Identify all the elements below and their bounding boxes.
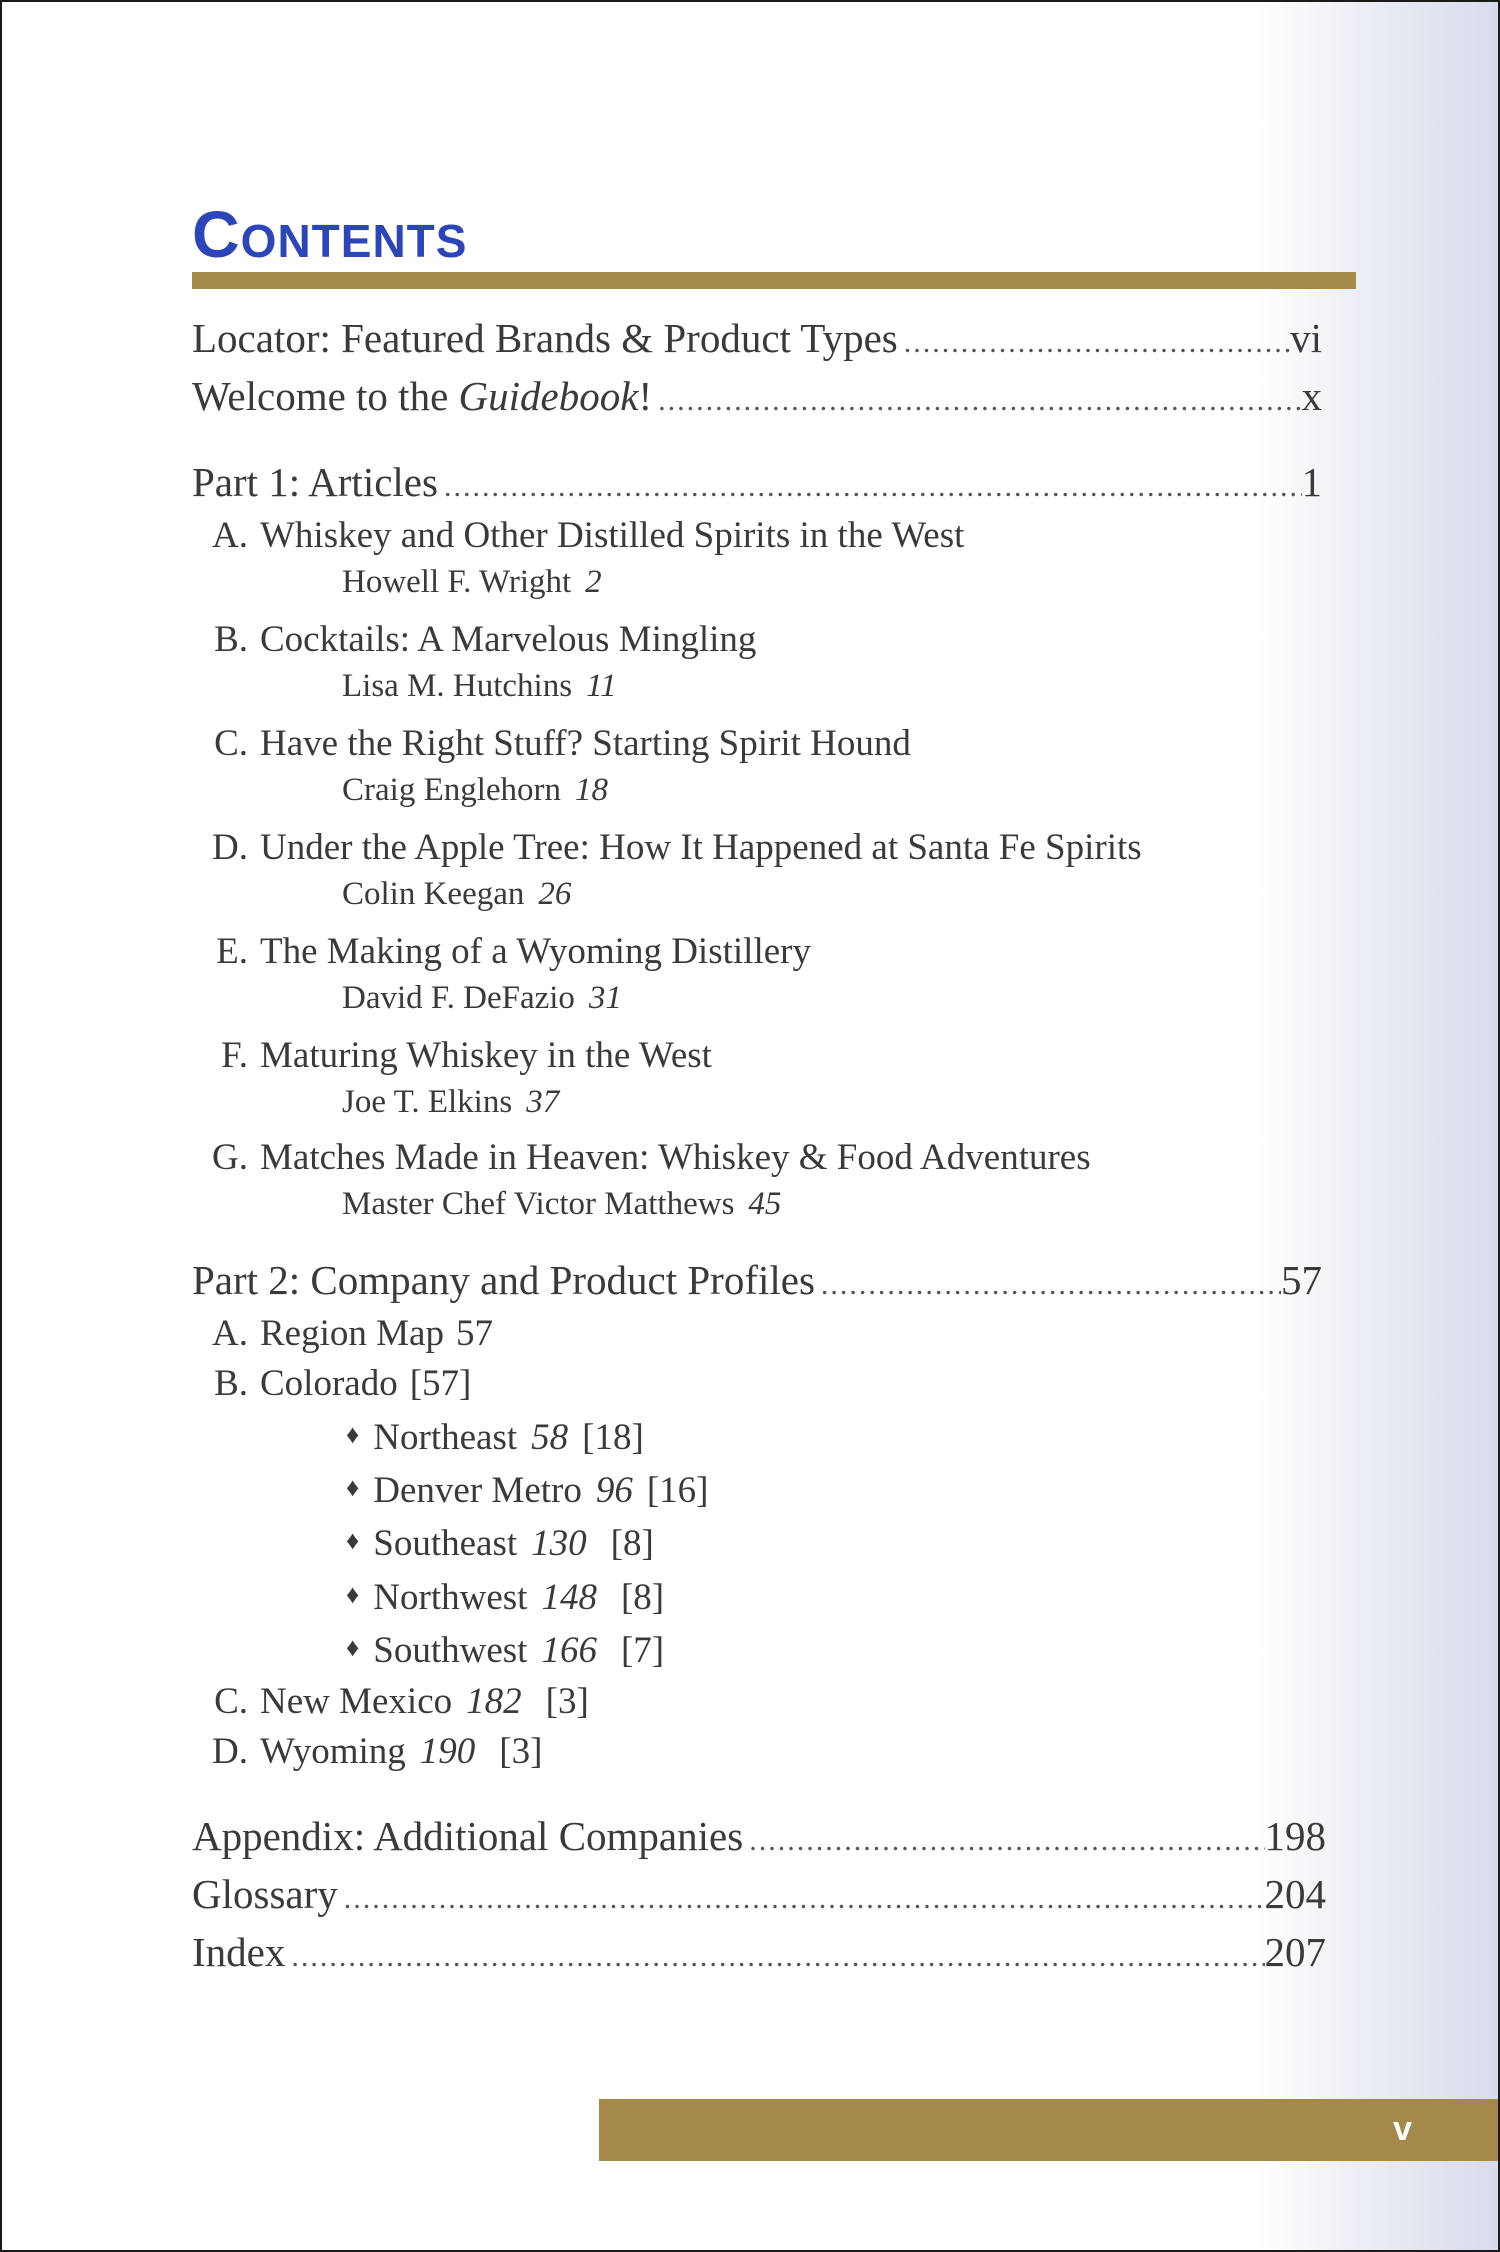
region-entry[interactable] <box>192 1414 1322 1466</box>
article-author: Master Chef Victor Matthews <box>342 1186 735 1222</box>
region-count: [18] <box>582 1417 644 1458</box>
region-page: 96 <box>595 1470 633 1511</box>
article-author: Lisa M. Hutchins <box>342 668 573 704</box>
article-title: Under the Apple Tree: How It Happened at Santa Fe Spirits <box>260 827 1142 868</box>
dot-leader <box>338 1873 1265 1925</box>
section-count: [57] <box>409 1363 472 1404</box>
section-title: Wyoming <box>260 1731 406 1772</box>
section-entry-colorado[interactable]: B. Colorado [57] <box>214 1363 472 1404</box>
entry-page: x <box>1301 373 1322 419</box>
article-author-line <box>192 874 1322 926</box>
toc-entry-locator[interactable] <box>192 312 1322 364</box>
region-page: 58 <box>531 1417 569 1458</box>
region-count: [16] <box>646 1470 709 1511</box>
diamond-bullet-icon: ♦ <box>346 1580 360 1609</box>
region-entry[interactable] <box>192 1627 1322 1679</box>
article-entry[interactable]: F. Maturing Whiskey in the West <box>221 1035 712 1076</box>
article-page: 37 <box>526 1084 560 1120</box>
page-number: v <box>1393 2110 1412 2148</box>
article-entry[interactable]: A. Whiskey and Other Distilled Spirits in the West <box>212 515 965 556</box>
article-page: 2 <box>585 564 602 600</box>
dot-leader <box>285 1931 1264 1983</box>
entry-page: 207 <box>1264 1929 1326 1975</box>
section-title: Region Map <box>260 1313 444 1354</box>
dot-leader <box>743 1815 1264 1867</box>
section-page: 57 <box>455 1313 493 1354</box>
entry-title: Part 2: Company and Product Profiles <box>192 1257 815 1303</box>
toc-entry-part2[interactable] <box>192 1254 1322 1306</box>
region-count: [8] <box>620 1577 665 1618</box>
article-page: 26 <box>538 876 572 912</box>
section-page: 182 <box>466 1681 522 1722</box>
article-title: Have the Right Stuff? Starting Spirit Hound <box>260 723 911 764</box>
entry-page: 204 <box>1264 1871 1326 1917</box>
article-title: Matches Made in Heaven: Whiskey & Food Adventures <box>260 1137 1091 1178</box>
region-name: Northwest <box>373 1577 528 1618</box>
entry-page: 1 <box>1301 459 1322 505</box>
region-count: [8] <box>610 1523 654 1564</box>
diamond-bullet-icon: ♦ <box>346 1526 360 1555</box>
article-author-line <box>192 1082 1322 1134</box>
article-entry[interactable]: G. Matches Made in Heaven: Whiskey & Food Adventures <box>212 1137 1091 1178</box>
article-title: Cocktails: A Marvelous Mingling <box>260 619 757 660</box>
article-entry[interactable]: E. The Making of a Wyoming Distillery <box>216 931 811 972</box>
region-page: 148 <box>541 1577 597 1618</box>
region-count: [7] <box>620 1630 665 1671</box>
article-title: Whiskey and Other Distilled Spirits in the West <box>260 515 965 556</box>
article-entry[interactable]: C. Have the Right Stuff? Starting Spirit Hound <box>214 723 911 764</box>
article-author-line <box>192 562 1322 614</box>
section-title: Colorado <box>260 1363 398 1404</box>
entry-title: Glossary <box>192 1871 338 1917</box>
dot-leader <box>438 461 1302 513</box>
article-title: Maturing Whiskey in the West <box>260 1035 712 1076</box>
entry-title: Part 1: Articles <box>192 459 438 505</box>
section-entry-region-map[interactable]: A. Region Map 57 <box>212 1313 493 1354</box>
entry-title: Locator: Featured Brands & Product Types <box>192 315 898 361</box>
toc-entry-appendix[interactable] <box>192 1810 1326 1862</box>
contents-heading: Contents <box>192 197 468 271</box>
entry-title: Index <box>192 1929 286 1975</box>
entry-page: 198 <box>1264 1813 1326 1859</box>
region-page: 166 <box>541 1630 597 1671</box>
article-author: Joe T. Elkins <box>342 1084 513 1120</box>
region-name: Denver Metro <box>373 1470 582 1511</box>
region-name: Southeast <box>373 1523 518 1564</box>
section-entry-wyoming[interactable]: D. Wyoming 190 [3] <box>212 1731 543 1772</box>
section-count: [3] <box>499 1731 543 1772</box>
section-count: [3] <box>545 1681 589 1722</box>
diamond-bullet-icon: ♦ <box>346 1420 360 1449</box>
article-page: 45 <box>748 1186 782 1222</box>
article-page: 11 <box>586 668 617 704</box>
article-title: The Making of a Wyoming Distillery <box>260 931 811 972</box>
toc-entry-part1[interactable] <box>192 456 1322 508</box>
article-author: Howell F. Wright <box>342 564 572 600</box>
dot-leader <box>815 1259 1281 1311</box>
toc-entry-welcome[interactable] <box>192 370 1322 422</box>
section-entry-new-mexico[interactable]: C. New Mexico 182 [3] <box>214 1681 589 1722</box>
article-author: Craig Englehorn <box>342 772 562 808</box>
footer-bar <box>599 2099 1500 2161</box>
article-page: 18 <box>575 772 609 808</box>
article-author-line <box>192 666 1322 718</box>
section-page: 190 <box>419 1731 476 1772</box>
article-entry[interactable]: B. Cocktails: A Marvelous Mingling <box>214 619 757 660</box>
entry-page: 57 <box>1281 1257 1322 1303</box>
entry-title: Appendix: Additional Companies <box>192 1813 744 1859</box>
toc-entry-glossary[interactable] <box>192 1868 1326 1920</box>
region-page: 130 <box>531 1523 587 1564</box>
diamond-bullet-icon: ♦ <box>346 1633 360 1662</box>
entry-page: vi <box>1290 315 1322 361</box>
section-title: New Mexico <box>260 1681 453 1722</box>
dot-leader <box>898 317 1290 369</box>
heading-rule <box>192 272 1356 289</box>
article-author: Colin Keegan <box>342 876 525 912</box>
article-author-line <box>192 770 1322 822</box>
dot-leader <box>652 375 1301 427</box>
region-name: Southwest <box>373 1630 528 1671</box>
region-entry[interactable] <box>192 1520 1322 1572</box>
article-author-line <box>192 1184 1322 1236</box>
article-page: 31 <box>588 980 622 1016</box>
diamond-bullet-icon: ♦ <box>346 1473 360 1502</box>
article-author: David F. DeFazio <box>342 980 575 1016</box>
region-entry[interactable] <box>192 1467 1322 1519</box>
entry-title: Welcome to the Guidebook! <box>192 373 653 419</box>
region-name: Northeast <box>373 1417 518 1458</box>
article-entry[interactable]: D. Under the Apple Tree: How It Happened at Santa Fe Spirits <box>212 827 1142 868</box>
toc-entry-index[interactable] <box>192 1926 1326 1978</box>
article-author-line <box>192 978 1322 1030</box>
region-entry[interactable] <box>192 1574 1322 1626</box>
